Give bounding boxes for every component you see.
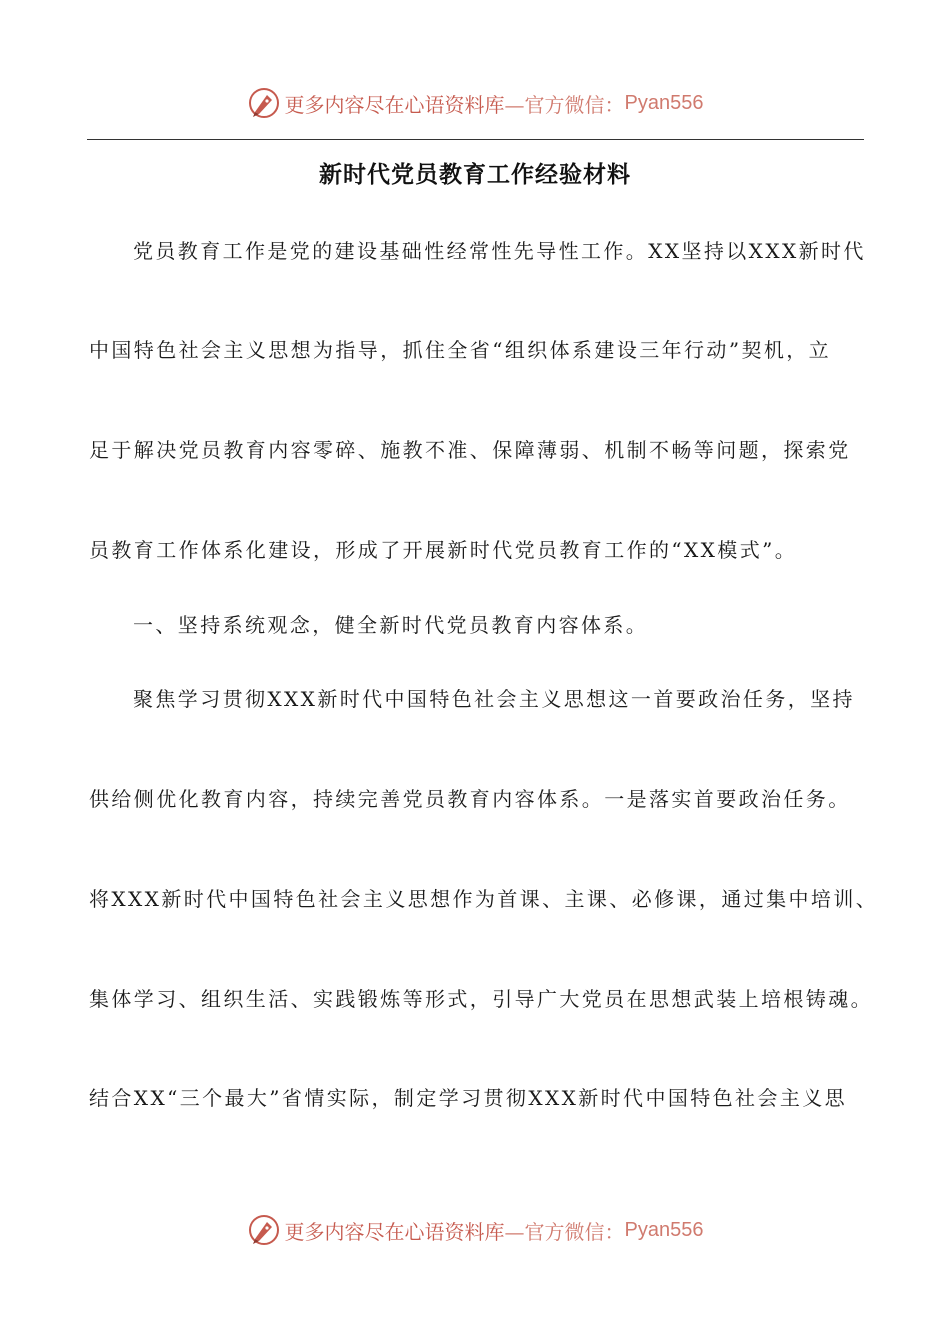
- body-line: 足于解决党员教育内容零碎、施教不准、保障薄弱、机制不畅等问题，探索党: [89, 438, 851, 462]
- body-line: 中国特色社会主义思想为指导，抓住全省“组织体系建设三年行动”契机，立: [89, 338, 832, 362]
- body-line: 集体学习、组织生活、实践锻炼等形式，引导广大党员在思想武装上培根铸魂。: [89, 987, 873, 1011]
- header-divider: [87, 139, 864, 140]
- body-line: 结合XX“三个最大”省情实际，制定学习贯彻XXX新时代中国特色社会主义思: [89, 1086, 848, 1110]
- banner-wechat-id: Pyan556: [624, 91, 704, 114]
- body-line: 供给侧优化教育内容，持续完善党员教育内容体系。一是落实首要政治任务。: [89, 787, 851, 811]
- section-heading: 一、坚持系统观念，健全新时代党员教育内容体系。: [133, 613, 649, 637]
- banner-text: [285, 1216, 625, 1245]
- banner-text-primary: 更多内容尽在心语资料库: [284, 92, 505, 117]
- pen-nib-logo-icon: [247, 86, 281, 120]
- header-banner: [0, 83, 950, 123]
- banner-text-secondary: —官方微信：: [504, 92, 625, 117]
- document-title: 新时代党员教育工作经验材料: [319, 161, 631, 188]
- banner-text: [285, 89, 625, 118]
- footer-banner: [0, 1210, 950, 1250]
- pen-nib-logo-icon: [247, 1213, 281, 1247]
- body-line: 聚焦学习贯彻XXX新时代中国特色社会主义思想这一首要政治任务，坚持: [133, 687, 855, 711]
- banner-wechat-id: Pyan556: [624, 1218, 704, 1241]
- banner-text-primary: 更多内容尽在心语资料库: [284, 1219, 505, 1244]
- body-line: 党员教育工作是党的建设基础性经常性先导性工作。XX坚持以XXX新时代: [133, 239, 866, 263]
- banner-text-secondary: —官方微信：: [504, 1219, 625, 1244]
- body-line: 将XXX新时代中国特色社会主义思想作为首课、主课、必修课，通过集中培训、: [89, 887, 879, 911]
- body-line: 员教育工作体系化建设，形成了开展新时代党员教育工作的“XX模式”。: [89, 538, 798, 562]
